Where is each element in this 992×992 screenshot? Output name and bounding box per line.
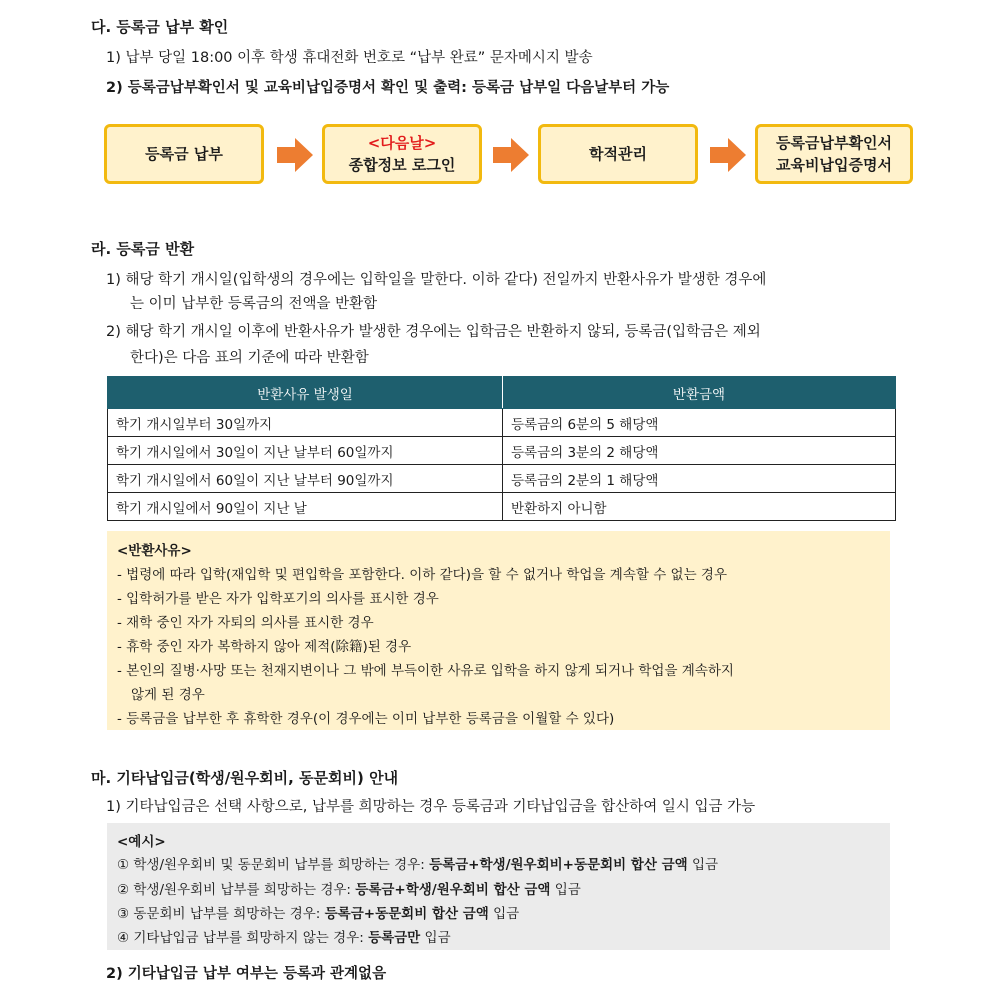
section-ra-item-2-line-2: 한다)은 다음 표의 기준에 따라 반환함	[130, 350, 369, 366]
example-bold: 등록금+학생/원우회비+동문회비 합산 금액	[429, 857, 688, 873]
refund-amount-cell: 등록금의 6분의 5 해당액	[503, 409, 896, 437]
flow-step-academic-label: 학적관리	[589, 145, 647, 163]
example-prefix: ① 학생/원우회비 및 동문회비 납부를 희망하는 경우:	[117, 857, 430, 873]
refund-date-cell: 학기 개시일에서 90일이 지난 날	[108, 493, 503, 521]
example-prefix: ② 학생/원우회비 납부를 희망하는 경우:	[117, 882, 356, 898]
flow-step-certificates-line-1: 등록금납부확인서	[776, 134, 892, 152]
flow-step-login	[322, 124, 482, 184]
refund-amount-cell: 반환하지 아니함	[503, 493, 896, 521]
section-da-item-2: 2) 등록금납부확인서 및 교육비납입증명서 확인 및 출력: 등록금 납부일 다음날부터 가능	[106, 80, 670, 96]
flow-step-payment	[104, 124, 264, 184]
flow-arrow-1-icon	[277, 138, 313, 172]
section-ra-heading: 라. 등록금 반환	[91, 240, 195, 258]
example-bold: 등록금+학생/원우회비 합산 금액	[355, 882, 551, 898]
example-suffix: 입금	[420, 930, 451, 946]
examples-title: <예시>	[117, 834, 166, 850]
table-row	[108, 465, 896, 493]
refund-table-header-date: 반환사유 발생일	[108, 377, 503, 409]
example-item	[117, 853, 718, 873]
flow-arrow-2-icon	[493, 138, 529, 172]
example-item	[117, 926, 451, 946]
flow-step-payment-label: 등록금 납부	[145, 145, 223, 163]
refund-date-cell: 학기 개시일에서 60일이 지난 날부터 90일까지	[108, 465, 503, 493]
refund-amount-cell: 등록금의 2분의 1 해당액	[503, 465, 896, 493]
example-prefix: ③ 동문회비 납부를 희망하는 경우:	[117, 906, 325, 922]
list-item-continuation: 않게 된 경우	[131, 687, 205, 703]
example-bold: 등록금+동문회비 합산 금액	[324, 906, 489, 922]
example-suffix: 입금	[687, 857, 719, 873]
refund-table-header-row	[108, 377, 896, 409]
table-row	[108, 493, 896, 521]
section-ma-item-1: 1) 기타납입금은 선택 사항으로, 납부를 희망하는 경우 등록금과 기타납입금을 합산하여 일시 입금 가능	[106, 799, 756, 815]
list-item: - 등록금을 납부한 후 휴학한 경우(이 경우에는 이미 납부한 등록금을 이월할 수 있다)	[117, 711, 615, 727]
example-item	[117, 878, 581, 898]
refund-date-cell: 학기 개시일에서 30일이 지난 날부터 60일까지	[108, 437, 503, 465]
section-da-item-1: 1) 납부 당일 18:00 이후 학생 휴대전화 번호로 “납부 완료” 문자메시지 발송	[106, 50, 593, 66]
flow-step-certificates-line-2: 교육비납입증명서	[776, 156, 892, 174]
section-ma-heading: 마. 기타납입금(학생/원우회비, 동문회비) 안내	[91, 769, 399, 787]
section-da-heading: 다. 등록금 납부 확인	[91, 18, 229, 36]
list-item: - 입학허가를 받은 자가 입학포기의 의사를 표시한 경우	[117, 591, 439, 607]
example-item	[117, 902, 519, 922]
section-ra-item-1-line-2: 는 이미 납부한 등록금의 전액을 반환함	[130, 296, 378, 312]
flow-step-academic	[538, 124, 698, 184]
refund-reasons-title: <반환사유>	[117, 543, 192, 559]
refund-table	[107, 376, 896, 521]
example-prefix: ④ 기타납입금 납부를 희망하지 않는 경우:	[117, 930, 369, 946]
refund-amount-cell: 등록금의 3분의 2 해당액	[503, 437, 896, 465]
section-ra-item-2-line-1: 2) 해당 학기 개시일 이후에 반환사유가 발생한 경우에는 입학금은 반환하지 않되, 등록금(입학금은 제외	[106, 324, 761, 340]
example-suffix: 입금	[550, 882, 581, 898]
list-item: - 휴학 중인 자가 복학하지 않아 제적(除籍)된 경우	[117, 639, 412, 655]
list-item: - 본인의 질병·사망 또는 천재지변이나 그 밖에 부득이한 사유로 입학을 하지 않게 되거나 학업을 계속하지	[117, 663, 734, 679]
example-suffix: 입금	[488, 906, 520, 922]
flow-arrow-3-icon	[710, 138, 746, 172]
table-row	[108, 437, 896, 465]
refund-date-cell: 학기 개시일부터 30일까지	[108, 409, 503, 437]
list-item: - 법령에 따라 입학(재입학 및 편입학을 포함한다. 이하 같다)을 할 수 없거나 학업을 계속할 수 없는 경우	[117, 567, 727, 583]
refund-table-header-amount: 반환금액	[503, 377, 896, 409]
section-ma-item-2: 2) 기타납입금 납부 여부는 등록과 관계없음	[106, 966, 387, 982]
list-item: - 재학 중인 자가 자퇴의 의사를 표시한 경우	[117, 615, 374, 631]
flow-step-login-label: 종합정보 로그인	[348, 156, 456, 174]
flow-step-certificates	[755, 124, 913, 184]
example-bold: 등록금만	[368, 930, 421, 946]
flow-step-login-note: <다음날>	[367, 134, 437, 152]
section-ra-item-1-line-1: 1) 해당 학기 개시일(입학생의 경우에는 입학일을 말한다. 이하 같다) 전일까지 반환사유가 발생한 경우에	[106, 272, 767, 288]
table-row	[108, 409, 896, 437]
